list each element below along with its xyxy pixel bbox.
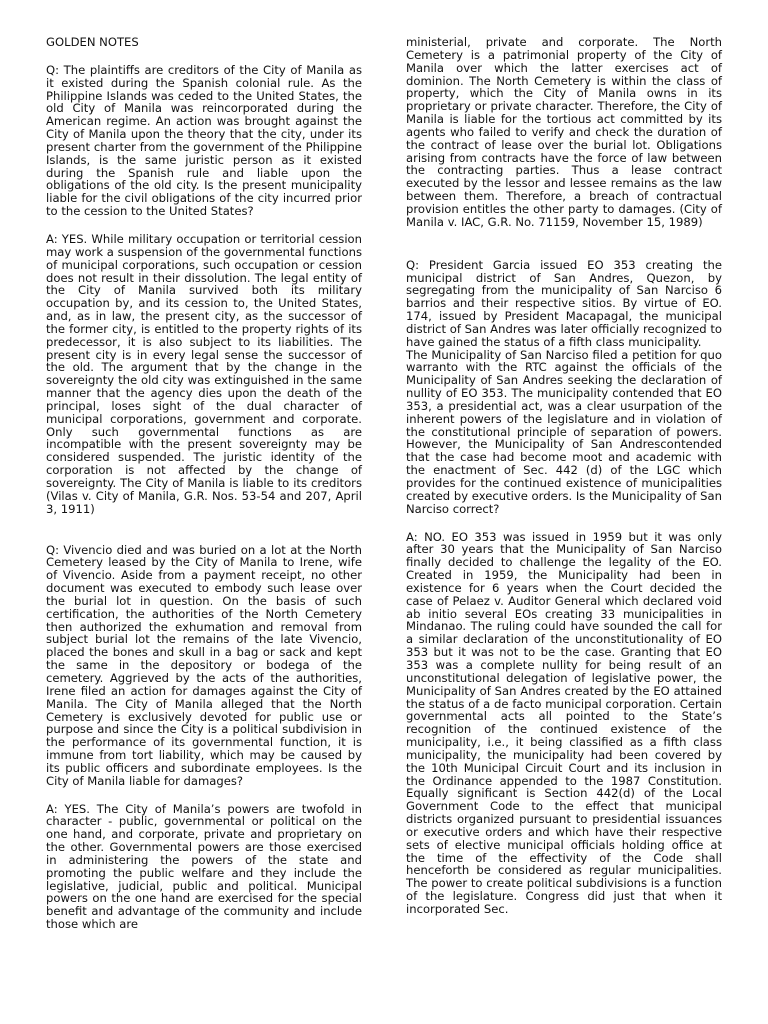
answer-paragraph: A: YES. The City of Manila’s powers are twofold in character - public, governmental or political on the one hand, and corporate, private and proprietary on the other. Governmental powers are those exercised in administering the powers of the state and promoting the public welfare and they include the legislative, judicial, public and political. Municipal powers on the one hand are exercised for the special benefit and advantage of the community and include those which are	[46, 801, 362, 932]
page-heading: GOLDEN NOTES	[46, 35, 139, 49]
question-paragraph: Q: The plaintiffs are creditors of the City of Manila as it existed during the Spanish colonial rule. As the Philippine Islands was ceded to the United States, the old City of Manila was reincorporated during the American regime. An action was brought against the City of Manila upon the theory that the city, under its present charter from the government of the Philippine Islands, is the same juristic person as it existed during the Spanish rule and liable upon the obligations of the old city. Is the present municipality liable for the civil obligations of the city incurred prior to the cession to the United States?	[46, 62, 362, 219]
question-paragraph: Q: President Garcia issued EO 353 creating the municipal district of San Andres, Quezon, by segregating from the municipality of San Narciso 6 barrios and their respective sitios. By virtue of EO. 174, issued by President Macapagal, the municipal district of San Andres was later officially recognized to have gained the status of a fifth class municipality.	[406, 257, 722, 349]
answer-paragraph: A: YES. While military occupation or territorial cession may work a suspension of the governmental functions of municipal corporations, such occupation or cession does not result in their dissolution. The legal entity of the City of Manila survived both its military occupation by, and its cession to, the United States, and, as in law, the present city, as the successor of the former city, is entitled to the property rights of its predecessor, it is also subject to its liabilities. The present city is in every legal sense the successor of the old. The argument that by the change in the sovereignty the old city was extinguished in the same manner that the agency dies upon the death of the principal, loses sight of the dual character of municipal corporations, government and corporate. Only such governmental functions as are incompatible with the present sovereignty may be considered suspended. The juristic identity of the corporation is not affected by the change of sovereignty. The City of Manila is liable to its creditors (Vilas v. City of Manila, G.R. Nos. 53-54 and 207, April 3, 1911)	[46, 231, 362, 516]
question-paragraph: The Municipality of San Narciso filed a petition for quo warranto with the RTC against the officials of the Municipality of San Andres seeking the declaration of nullity of EO 353. The municipality contended that EO 353, a presidential act, was a clear usurpation of the inherent powers of the legislature and in violation of the constitutional principle of separation of powers. However, the Municipality of San Andrescontended that the case had become moot and academic with the enactment of Sec. 442 (d) of the LGC which provides for the continued existence of municipalities created by executive orders. Is the Municipality of San Narciso correct?	[406, 347, 722, 516]
question-paragraph: Q: Vivencio died and was buried on a lot at the North Cemetery leased by the City of Manila to Irene, wife of Vivencio. Aside from a payment receipt, no other document was executed to embody such lease over the burial lot in question. On the basis of such certification, the authorities of the North Cemetery then authorized the exhumation and removal from subject burial lot the remains of the late Vivencio, placed the bones and skull in a bag or sack and kept the same in the depository or bodega of the cemetery. Aggrieved by the acts of the authorities, Irene filed an action for damages against the City of Manila. The City of Manila alleged that the North Cemetery is exclusively devoted for public use or purpose and since the City is a political subdivision in the performance of its governmental function, it is immune from tort liability, which may be caused by its public officers and subordinate employees. Is the City of Manila liable for damages?	[46, 542, 362, 788]
question-block	[406, 259, 722, 516]
answer-paragraph-continued: ministerial, private and corporate. The North Cemetery is a patrimonial property of the City of Manila over which the latter exercises act of dominion. The North Cemetery is within the class of property, which the City of Manila owns in its proprietary or private character. Therefore, the City of Manila is liable for the tortious act committed by its agents who failed to verify and check the duration of the contract of lease over the burial lot. Obligations arising from contracts have the force of law between the contracting parties. Thus a lease contract executed by the lessor and lessee remains as the law between them. Therefore, a breach of contractual provision entitles the other party to damages. (City of Manila v. IAC, G.R. No. 71159, November 15, 1989)	[406, 35, 722, 229]
answer-paragraph: A: NO. EO 353 was issued in 1959 but it was only after 30 years that the Municipality of San Narciso finally decided to challenge the legality of the EO. Created in 1959, the Municipality had been in existence for 6 years when the Court decided the case of Pelaez v. Auditor General which declared void ab initio several EOs creating 33 municipalities in Mindanao. The ruling could have sounded the call for a similar declaration of the unconstitutionality of EO 353 but it was not to be the case. Granting that EO 353 was a complete nullity for being result of an unconstitutional delegation of legislative power, the Municipality of San Andres created by the EO attained the status of a de facto municipal corporation. Certain governmental acts all pointed to the State’s recognition of the continued existence of the municipality, i.e., it being classified as a fifth class municipality, the municipality had been covered by the 10th Municipal Circuit Court and its inclusion in the Ordinance appended to the 1987 Constitution. Equally significant is Section 442(d) of the Local Government Code to the effect that municipal districts organized pursuant to presidential issuances or executive orders and which have their respective sets of elective municipal officials holding office at the time of the effectivity of the Code shall henceforth be considered as regular municipalities. The power to create political subdivisions is a function of the legislature. Congress did just that when it incorporated Sec.	[406, 529, 722, 916]
left-column	[46, 36, 362, 931]
right-column	[406, 36, 722, 916]
